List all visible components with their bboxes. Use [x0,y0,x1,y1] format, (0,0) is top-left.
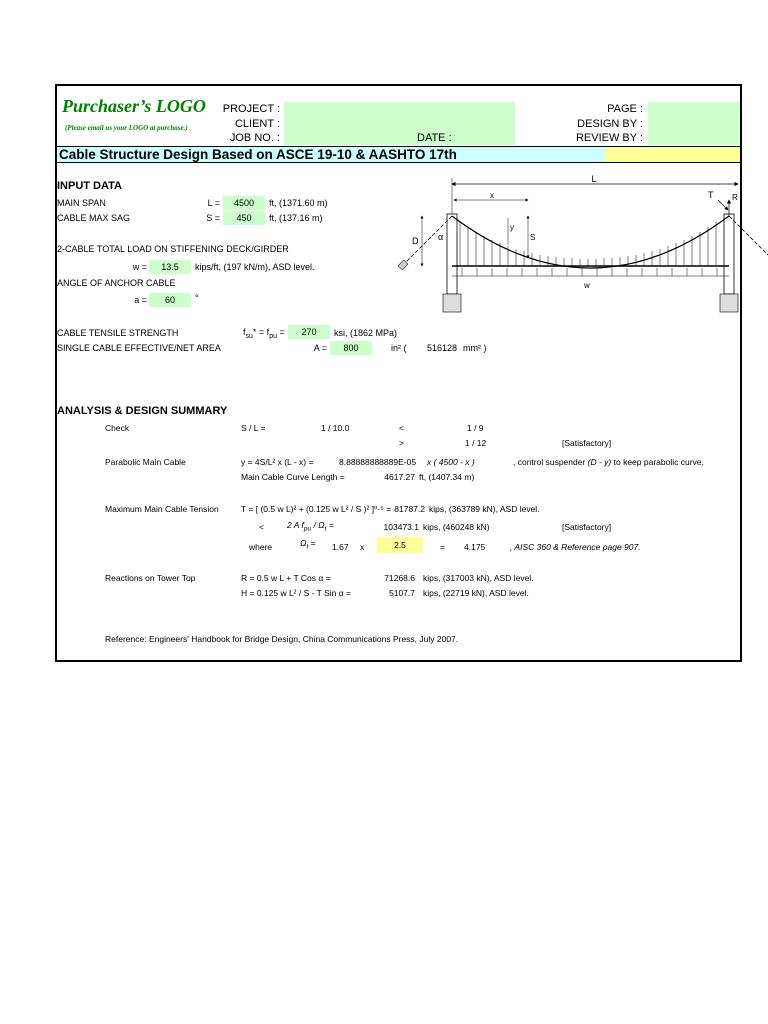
check-label: Check [105,423,130,433]
omega-factor-a: 1.67 [332,542,349,552]
reaction-r-expression: R = 0.5 w L + T Cos α = [241,573,331,583]
span-symbol: L = [207,198,220,208]
x-dimension-label: x [490,191,494,200]
curve-length-label: Main Cable Curve Length = [241,472,345,482]
review-by-label: REVIEW BY : [575,132,643,144]
page-design-review-input[interactable] [648,102,740,145]
reaction-h-expression: H = 0.125 w L² / S - T Sin α = [241,588,351,598]
parabolic-label: Parabolic Main Cable [105,457,186,467]
load-label: 2-CABLE TOTAL LOAD ON STIFFENING DECK/GIRDER [57,244,289,254]
title-divider [57,162,740,163]
right-anchor-cable [729,216,768,266]
title-bar-end [605,147,740,162]
main-span-input[interactable]: 4500 [223,196,265,210]
tension-status: [Satisfactory] [562,522,612,532]
tension-t-label: T [708,190,714,200]
summary-heading: ANALYSIS & DESIGN SUMMARY [57,405,228,417]
tension-unit: kips, (363789 kN), ASD level. [429,504,540,514]
tensile-strength-symbol: $f_{su}* = f_{pu}$ = [243,327,285,340]
parabolic-x-term: x ( 4500 - x ) [427,457,475,467]
area-metric: 516128 [427,343,458,353]
tension-label: Maximum Main Cable Tension [105,504,219,514]
area-metric-unit: mm² ) [463,343,487,353]
suspension-bridge-diagram [342,170,737,312]
sag-dimension-label: S [530,233,536,242]
cable-area-input[interactable]: 800 [330,341,372,355]
tensile-strength-input[interactable]: 270 [288,325,330,339]
tension-expression: T = [ (0.5 w L)² + (0.125 w L² / S )² ]⁰·⁵ = [241,504,392,514]
client-label: CLIENT : [234,118,280,130]
omega-result: 4.175 [464,542,486,552]
allowable-expression: 2 A $f_{pu} / \Omega_t$ = [287,520,334,533]
reaction-r-unit: kips, (317003 kN), ASD level. [423,573,534,583]
distributed-load-arrows [462,268,717,276]
worksheet [55,84,742,662]
left-foundation [443,294,461,312]
reaction-r-value: 71268.6 [384,573,415,583]
allowable-tension-value: 103473.1 [383,522,419,532]
area-symbol: A = [313,343,327,353]
curve-length-unit: ft, (1407.34 m) [419,472,475,482]
reaction-h-value: 5107.7 [389,588,415,598]
load-symbol: w = [132,262,147,272]
sag-symbol: S = [206,213,220,223]
where-label: where [249,542,273,552]
load-input[interactable]: 13.5 [149,260,191,274]
left-tower [447,214,457,294]
design-by-label: DESIGN BY : [577,118,643,130]
date-label: DATE : [417,132,452,144]
main-cable [452,216,729,268]
input-heading: INPUT DATA [57,180,122,192]
page-label: PAGE : [607,103,643,115]
anchor-angle-input[interactable]: 60 [149,293,191,307]
sag-unit: ft, (137.16 m) [269,213,323,223]
allowable-tension-unit: kips, (460248 kN) [423,522,490,532]
span-unit: ft, (1371.60 m) [269,198,328,208]
omega-equals: = [440,542,445,552]
angle-symbol: a = [134,295,147,305]
alpha-label: α [438,232,444,242]
load-w-label: w [584,281,590,290]
cable-area-label: SINGLE CABLE EFFECTIVE/NET AREA [57,343,221,353]
reactions-label: Reactions on Tower Top [105,573,196,583]
anchor-angle-label: ANGLE OF ANCHOR CABLE [57,278,176,288]
d-dimension-label: D [412,236,419,246]
check-gt: > [399,438,404,448]
job-no-label: JOB NO. : [229,132,280,144]
curve-length-value: 4617.27 [384,472,415,482]
main-span-label: MAIN SPAN [57,198,106,208]
parabolic-coefficient: 8.88888888889E-05 [339,457,417,467]
angle-unit: ° [195,293,199,303]
span-dimension-label: L [591,174,597,184]
check-expression: S / L = [241,423,266,433]
check-lt: < [399,423,404,433]
tensile-strength-label: CABLE TENSILE STRENGTH [57,328,179,338]
reaction-r-label: R [732,193,738,202]
right-foundation [720,294,738,312]
check-upper-limit: 1 / 9 [467,423,484,433]
y-dimension-label: y [510,223,514,232]
reaction-h-unit: kips, (22719 kN), ASD level. [423,588,529,598]
omega-times: x [360,542,365,552]
reference-note: Reference: Engineers' Handbook for Bridge Design, China Communications Press, July 2007. [105,634,459,644]
omega-symbol: $\Omega_t$ = [300,538,316,551]
omega-reference: , AISC 360 & Reference page 907. [510,542,641,552]
project-client-job-input[interactable] [284,102,515,145]
right-tower [724,214,734,294]
left-anchor-cable [402,216,452,266]
cable-sag-input[interactable]: 450 [223,211,265,225]
tension-value: 81787.2 [394,504,425,514]
check-status: [Satisfactory] [562,438,612,448]
purchaser-logo: Purchaser’s LOGO [62,96,206,116]
omega-factor-input[interactable]: 2.5 [377,537,423,553]
check-lower-limit: 1 / 12 [465,438,487,448]
page-title: Cable Structure Design Based on ASCE 19-10 & AASHTO 17th [59,147,457,162]
allowable-lt: < [259,522,264,532]
suspenders [460,222,716,266]
load-unit: kips/ft, (197 kN/m), ASD level. [195,262,315,272]
logo-note: (Please email us your LOGO at purchase.) [65,124,188,132]
parabolic-expression: y = 4S/L² x (L - x) = [241,457,314,467]
project-label: PROJECT : [222,103,280,115]
area-unit: in² ( [391,343,407,353]
strength-unit: ksi, (1862 MPa) [334,328,398,338]
check-ratio-value: 1 / 10.0 [321,423,350,433]
parabolic-note: , control suspender (D - y) to keep parabolic curve. [513,457,704,467]
cable-sag-label: CABLE MAX SAG [57,213,131,223]
